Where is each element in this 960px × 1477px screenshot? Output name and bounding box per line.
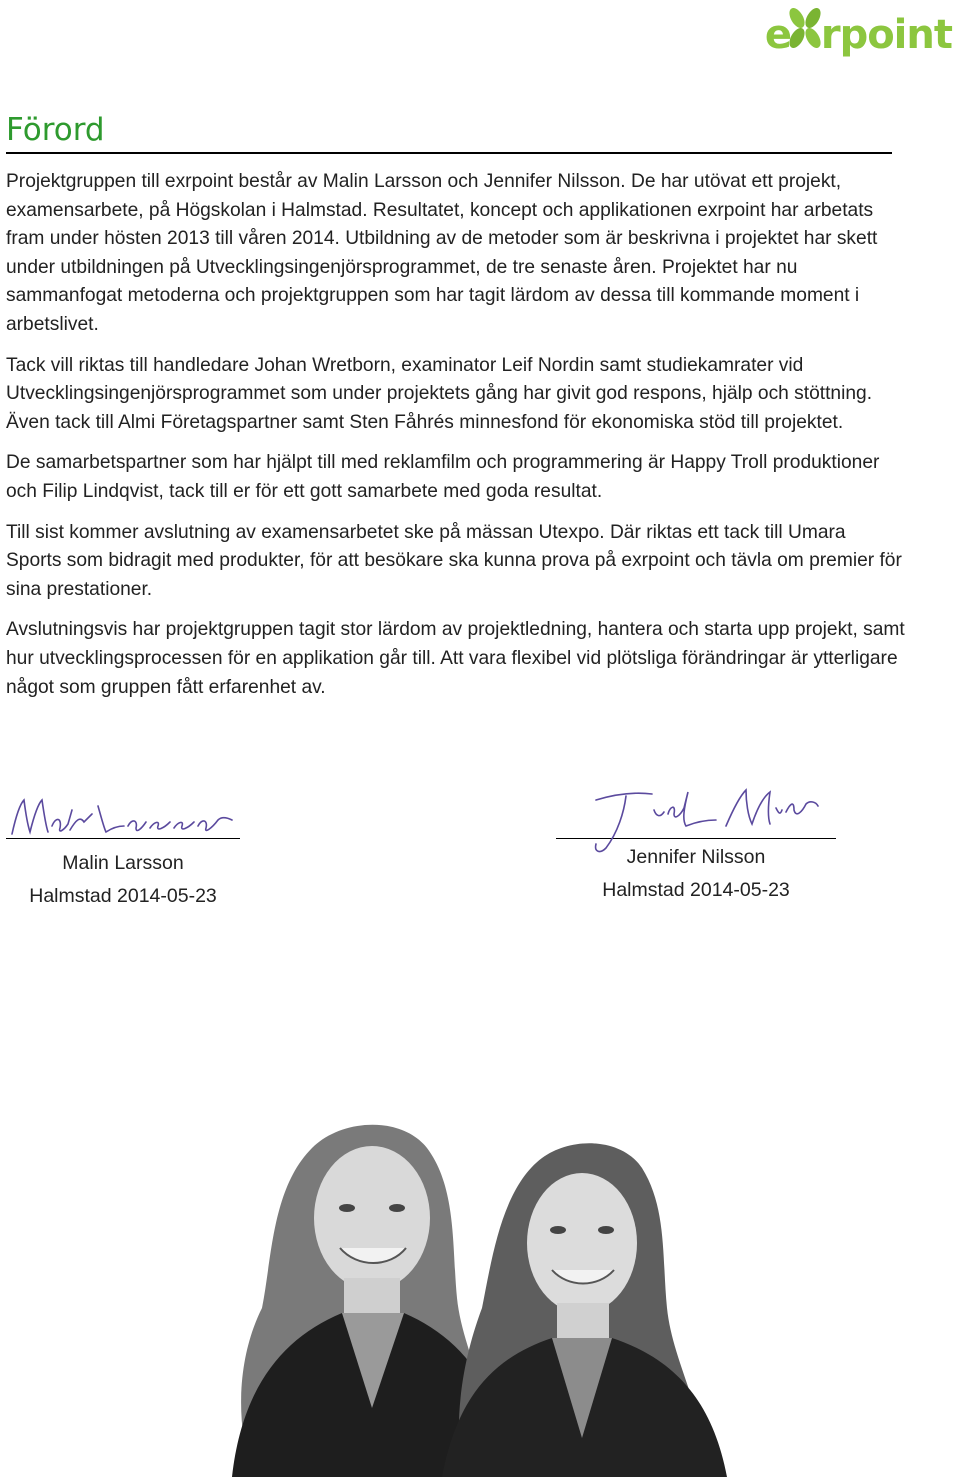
- signature-malin-larsson: [6, 786, 240, 842]
- signature-line: [556, 786, 836, 839]
- paragraph: De samarbetspartner som har hjälpt till med reklamfilm och programmering är Happy Troll produktioner och Filip Lindqvist, tack till er för ett gott samarbete med goda resultat.: [6, 452, 880, 502]
- signatory-name: Jennifer Nilsson: [626, 846, 766, 868]
- paragraph: Avslutningsvis har projektgruppen tagit stor lärdom av projektledning, hantera och starta upp projekt, samt hur utvecklingsprocessen för en applikation går till. Att vara flexibel vid plötsliga förändringar är ytterligare något som gruppen fått erfarenhet av.: [6, 619, 905, 698]
- signature-jennifer-nilsson: [556, 782, 836, 862]
- exrpoint-logo: [765, 4, 952, 66]
- signature-line: [6, 786, 240, 839]
- logo-x-footprints: [791, 12, 821, 58]
- page-title: Förord: [6, 110, 892, 154]
- footprints-icon: [785, 0, 825, 58]
- team-photo: [212, 1108, 742, 1477]
- paragraph: Projektgruppen till exrpoint består av Malin Larsson och Jennifer Nilsson. De har utövat ett projekt, examensarbete, på Högskolan i Halmstad. Resultatet, koncept och applikationen exrpoint har arbetats fram under hösten 2013 till våren 2014. Utbildning av de metoder som är beskrivna i projektet har skett under utbildningen på Utvecklingsingenjörsprogrammet, de tre senaste åren. Projektet har nu sammanfogat metoderna och projektgruppen som har tagit lärdom av dessa till kommande moment i arbetslivet.: [6, 171, 878, 335]
- signatory-place-date: Halmstad 2014-05-23: [602, 879, 790, 901]
- foreword-body: [6, 168, 906, 714]
- signatory-place-date: Halmstad 2014-05-23: [29, 885, 217, 907]
- logo-wordmark: e rpoint: [765, 12, 952, 58]
- paragraph: Tack vill riktas till handledare Johan Wretborn, examinator Leif Nordin samt studiekamrater vid Utvecklingsingenjörsprogrammet som under projektets gång har givit god respons, hjälp och stöttning. Även tack till Almi Företagspartner samt Sten Fåhrés minnesfond för ekonomiska stöd till projektet.: [6, 354, 873, 433]
- signatory-name: Malin Larsson: [62, 852, 184, 874]
- paragraph: Till sist kommer avslutning av examensarbetet ske på mässan Utexpo. Där riktas ett tack till Umara Sports som bidragit med produkter, för att besökare ska kunna prova på exrpoint och tävla om premier för sina prestationer.: [6, 521, 902, 600]
- signature-block-malin: [6, 786, 240, 913]
- signature-block-jennifer: [556, 786, 836, 907]
